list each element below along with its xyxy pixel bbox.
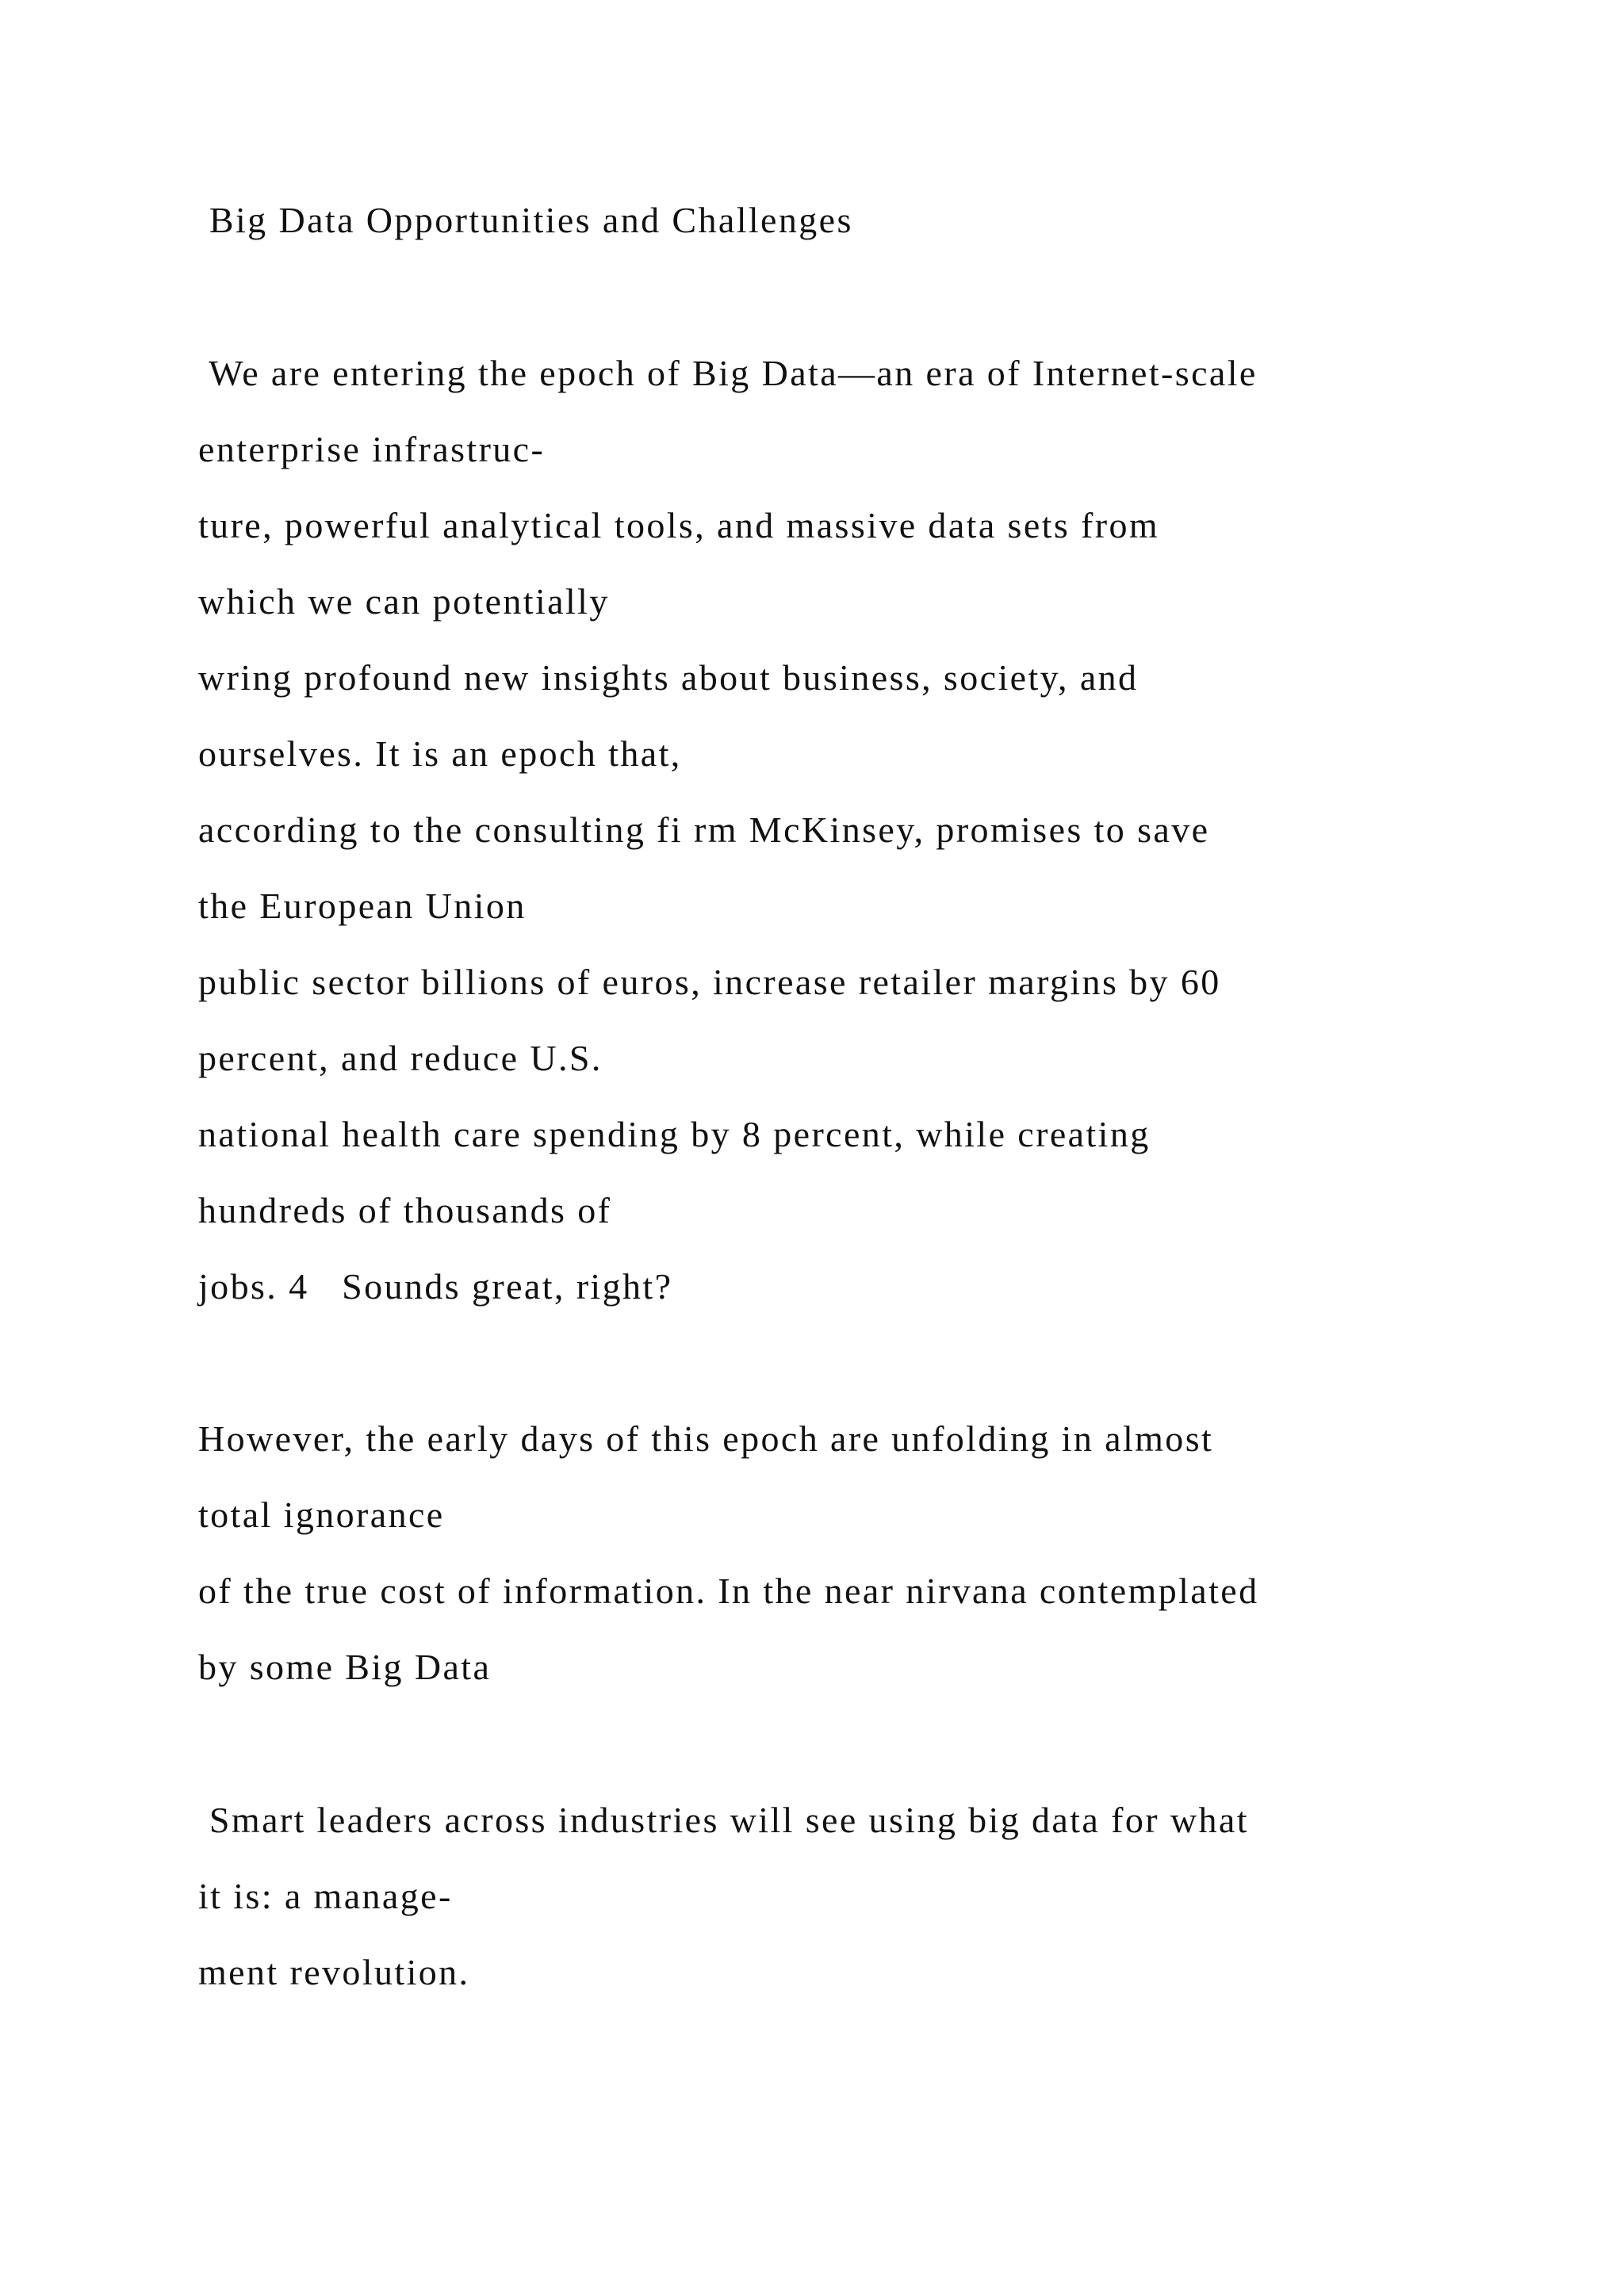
paragraph-2-line-2: total ignorance: [198, 1494, 445, 1535]
paragraph-3-line-2: it is: a manage-: [198, 1876, 453, 1916]
paragraph-2-line-1: However, the early days of this epoch are unfolding in almost: [198, 1418, 1214, 1459]
paragraph-1-line-3: ture, powerful analytical tools, and massive data sets from: [198, 505, 1160, 545]
paragraph-1-line-7: according to the consulting fi rm McKinsey, promises to save: [198, 809, 1210, 850]
paragraph-2-line-3: of the true cost of information. In the near nirvana contemplated: [198, 1571, 1259, 1611]
paragraph-1-line-8: the European Union: [198, 886, 527, 926]
paragraph-1-line-2: enterprise infrastruc-: [198, 429, 546, 469]
paragraph-1-line-11: national health care spending by 8 percent, while creating: [198, 1114, 1151, 1154]
paragraph-1-line-10: percent, and reduce U.S.: [198, 1038, 603, 1078]
paragraph-1-line-13: jobs. 4 Sounds great, right?: [198, 1266, 673, 1307]
paragraph-3-line-3: ment revolution.: [198, 1952, 470, 1992]
paragraph-1-line-6: ourselves. It is an epoch that,: [198, 733, 682, 774]
paragraph-1-line-12: hundreds of thousands of: [198, 1190, 612, 1230]
paragraph-1-line-9: public sector billions of euros, increase retailer margins by 60: [198, 962, 1221, 1002]
paragraph-1-line-1: We are entering the epoch of Big Data—an era of Internet-scale: [198, 353, 1258, 393]
paragraph-1-line-5: wring profound new insights about business, society, and: [198, 657, 1139, 698]
paragraph-2-line-4: by some Big Data: [198, 1647, 492, 1687]
paragraph-3-line-1: Smart leaders across industries will see using big data for what: [198, 1800, 1249, 1840]
paragraph-1-line-4: which we can potentially: [198, 581, 610, 622]
document-title: Big Data Opportunities and Challenges: [198, 200, 853, 240]
